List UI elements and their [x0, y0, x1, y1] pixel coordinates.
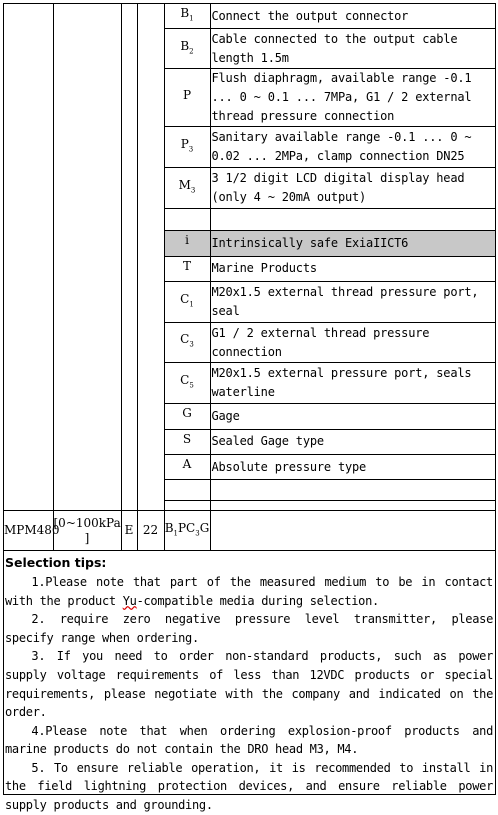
- example-e: E: [121, 511, 137, 551]
- option-description: [210, 209, 495, 231]
- option-description: Gage: [210, 404, 495, 429]
- option-description: [210, 480, 495, 501]
- option-code: $C_1$: [164, 282, 210, 323]
- option-code: P: [164, 69, 210, 127]
- option-code: $C_3$: [164, 323, 210, 363]
- option-code: $B_1$: [164, 4, 210, 29]
- option-description: M20x1.5 external pressure port, seals waterline: [210, 363, 495, 404]
- option-code: [164, 480, 210, 501]
- option-code: G: [164, 404, 210, 429]
- spelling-flag: Yu: [122, 593, 137, 608]
- option-code: i: [164, 231, 210, 256]
- tip-2: 2. require zero negative pressure level transmitter, please specify range when ordering.: [5, 612, 493, 645]
- option-description: Absolute pressure type: [210, 454, 495, 479]
- example-number: 22: [137, 511, 164, 551]
- tip-5: 5. To ensure reliable operation, it is recommended to install in the field lightning protection devices, and ensure reliable power supply products and grounding.: [5, 760, 493, 813]
- option-description: G1 / 2 external thread pressure connection: [210, 323, 495, 363]
- option-code: A: [164, 454, 210, 479]
- tips-title: Selection tips:: [5, 555, 107, 571]
- selection-document: [3, 3, 496, 813]
- example-row: [4, 511, 495, 551]
- option-description: Marine Products: [210, 256, 495, 281]
- option-code: T: [164, 256, 210, 281]
- option-description: 3 1/2 digit LCD digital display head (only 4 ~ 20mA output): [210, 168, 495, 209]
- option-code: $C_5$: [164, 363, 210, 404]
- tip-1: 1.Please note that part of the measured medium to be in contact with the product Yu-compatible media during selection.: [5, 574, 493, 608]
- option-table: [4, 4, 495, 551]
- example-range: [0~100kPa ]: [53, 511, 121, 551]
- option-rows: [4, 4, 495, 551]
- option-code: S: [164, 429, 210, 454]
- example-blank: [210, 511, 495, 551]
- model-column-blank: [4, 4, 53, 511]
- example-option-code: $B_1PC_3G$: [164, 511, 210, 551]
- example-model: MPM480: [4, 511, 53, 551]
- option-code: $B_2$: [164, 29, 210, 69]
- option-description: Sanitary available range -0.1 ... 0 ~ 0.02 ... 2MPa, clamp connection DN25: [210, 127, 495, 168]
- option-code: $M_3$: [164, 168, 210, 209]
- range-column-blank: [53, 4, 121, 511]
- e-column-blank: [121, 4, 137, 511]
- num-column-blank: [137, 4, 164, 511]
- option-description: Cable connected to the output cable length 1.5m: [210, 29, 495, 69]
- selection-tips: [4, 551, 495, 814]
- option-description: Sealed Gage type: [210, 429, 495, 454]
- option-description: M20x1.5 external thread pressure port, seal: [210, 282, 495, 323]
- option-description: Connect the output connector: [210, 4, 495, 29]
- option-description: Flush diaphragm, available range -0.1 ... 0 ~ 0.1 ... 7MPa, G1 / 2 external thread pressure connection: [210, 69, 495, 127]
- option-description-highlighted: Intrinsically safe ExiaIICT6: [210, 231, 495, 256]
- tip-3: 3. If you need to order non-standard products, such as power supply voltage requirements of less than 12VDC products or special requirements, please negotiate with the company and indicated on the order.: [5, 649, 493, 720]
- option-code: $P_3$: [164, 127, 210, 168]
- option-code: [164, 209, 210, 231]
- tip-4: 4.Please note that when ordering explosion-proof products and marine products do not contain the DRO head M3, M4.: [5, 723, 493, 757]
